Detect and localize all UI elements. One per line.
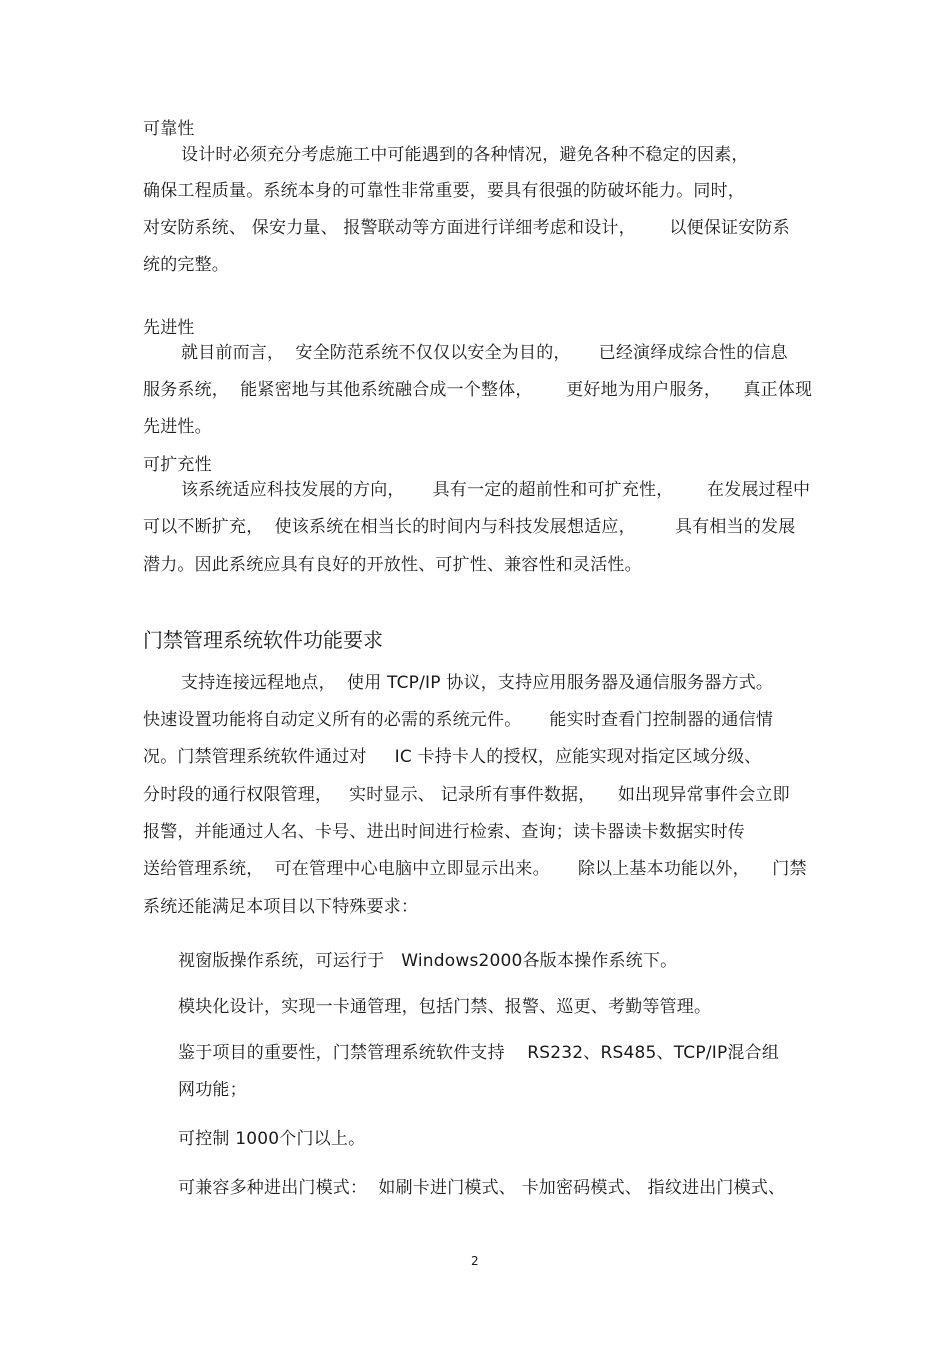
requirement-item-continuation: 网功能； (178, 1080, 247, 1100)
requirement-item: 模块化设计，实现一卡通管理，包括门禁、报警、巡更、考勤等管理。 (178, 997, 712, 1017)
section-title-scalability: 可扩充性 (143, 455, 212, 475)
paragraph-line: 可以不断扩充， 使该系统在相当长的时间内与科技发展想适应， 具有相当的发展 (143, 517, 796, 537)
section-title-reliability: 可靠性 (143, 119, 195, 139)
section-title-advanced: 先进性 (143, 318, 195, 338)
paragraph-line: 该系统适应科技发展的方向， 具有一定的超前性和可扩充性， 在发展过程中 (181, 480, 811, 500)
paragraph-line: 设计时必须充分考虑施工中可能遇到的各种情况，避免各种不稳定的因素， (181, 145, 749, 165)
paragraph-line: 对安防系统、 保安力量、 报警联动等方面进行详细考虑和设计， 以便保证安防系 (143, 218, 790, 238)
requirement-item: 可兼容多种进出门模式： 如刷卡进门模式、 卡加密码模式、 指纹进出门模式、 (178, 1178, 786, 1198)
paragraph-line: 确保工程质量。系统本身的可靠性非常重要，要具有很强的防破坏能力。同时， (143, 181, 745, 201)
section-heading-access-control: 门禁管理系统软件功能要求 (143, 628, 383, 652)
paragraph-line: 支持连接远程地点， 使用 TCP/IP 协议，支持应用服务器及通信服务器方式。 (181, 673, 774, 693)
requirement-item: 可控制 1000个门以上。 (178, 1129, 366, 1149)
requirement-item: 视窗版操作系统，可运行于 Windows2000各版本操作系统下。 (178, 951, 678, 971)
paragraph-line: 分时段的通行权限管理， 实时显示、 记录所有事件数据， 如出现异常事件会立即 (143, 785, 790, 805)
paragraph-line: 报警，并能通过人名、卡号、进出时间进行检索、查询；读卡器读卡数据实时传 (143, 822, 745, 842)
paragraph-line: 潜力。因此系统应具有良好的开放性、可扩性、兼容性和灵活性。 (143, 555, 642, 575)
paragraph-line: 服务系统， 能紧密地与其他系统融合成一个整体， 更好地为用户服务， 真正体现 (143, 380, 813, 400)
page-number: 2 (471, 1254, 479, 1268)
paragraph-line: 快速设置功能将自动定义所有的必需的系统元件。 能实时查看门控制器的通信情 (143, 710, 774, 730)
paragraph-line: 就目前而言， 安全防范系统不仅仅以安全为目的， 已经演绎成综合性的信息 (181, 343, 788, 363)
paragraph-line: 送给管理系统， 可在管理中心电脑中立即显示出来。 除以上基本功能以外， 门禁 (143, 859, 807, 879)
paragraph-line: 统的完整。 (143, 255, 229, 275)
paragraph-line: 先进性。 (143, 417, 212, 437)
paragraph-line: 系统还能满足本项目以下特殊要求： (143, 897, 419, 917)
requirement-item: 鉴于项目的重要性，门禁管理系统软件支持 RS232、RS485、TCP/IP混合组 (178, 1043, 780, 1063)
paragraph-line: 况。门禁管理系统软件通过对 IC 卡持卡人的授权，应能实现对指定区域分级、 (143, 747, 762, 767)
